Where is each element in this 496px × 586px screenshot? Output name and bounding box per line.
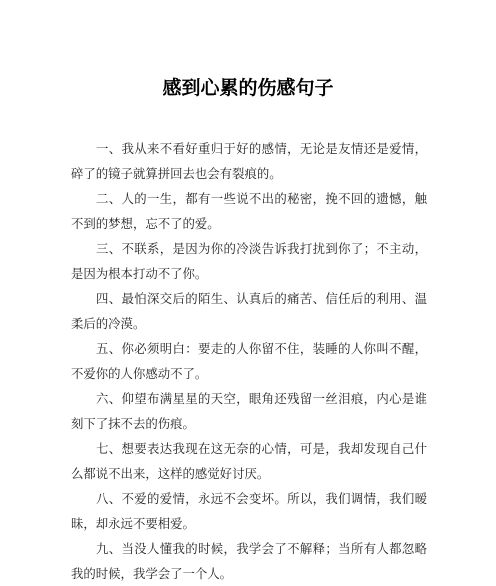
paragraph: 一、我从来不看好重归于好的感情，无论是友情还是爱情，碎了的镜子就算拼回去也会有裂痕的。 <box>71 141 427 181</box>
document-body <box>71 136 427 586</box>
paragraph: 二、人的一生，都有一些说不出的秘密，挽不回的遗憾，触不到的梦想，忘不了的爱。 <box>71 191 427 231</box>
document-title: 感到心累的伤感句子 <box>162 77 334 99</box>
paragraph: 八、不爱的爱情，永远不会变坏。所以，我们调情，我们暧昧，却永远不要相爱。 <box>71 491 427 531</box>
paragraph: 六、仰望布满星星的天空，眼角还残留一丝泪痕，内心是谁刻下了抹不去的伤痕。 <box>71 391 427 431</box>
paragraph: 七、想要表达我现在这无奈的心情，可是，我却发现自己什么都说不出来，这样的感觉好讨厌。 <box>71 441 427 481</box>
paragraph: 四、最怕深交后的陌生、认真后的痛苦、信任后的利用、温柔后的冷漠。 <box>71 291 427 331</box>
paragraph: 三、不联系，是因为你的冷淡告诉我打扰到你了；不主动，是因为根本打动不了你。 <box>71 241 427 281</box>
paragraph: 五、你必须明白：要走的人你留不住，装睡的人你叫不醒，不爱你的人你感动不了。 <box>71 341 427 381</box>
paragraph: 九、当没人懂我的时候，我学会了不解释；当所有人都忽略我的时候，我学会了一个人。 <box>71 541 427 581</box>
